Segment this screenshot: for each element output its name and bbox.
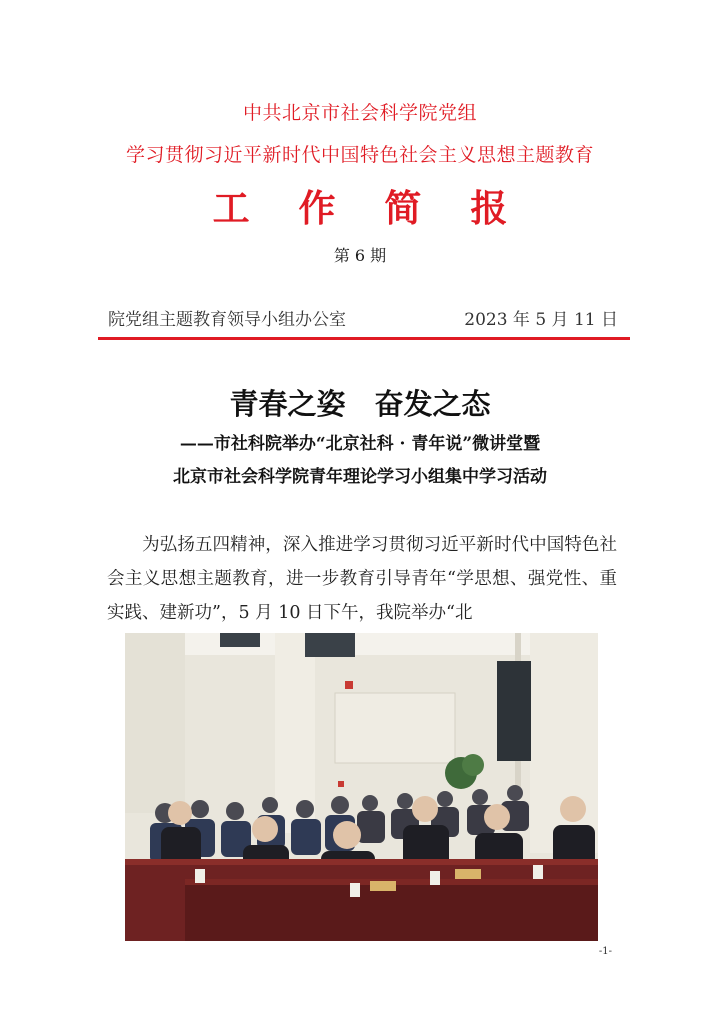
header-divider	[98, 337, 630, 340]
article-paragraph: 为弘扬五四精神，深入推进学习贯彻习近平新时代中国特色社会主义思想主题教育，进一步教育引导青年“学思想、强党性、重实践、建新功”，5 月 10 日下午，我院举办“北	[107, 535, 617, 623]
issuer: 院党组主题教育领导小组办公室	[108, 310, 346, 330]
issue-date: 2023 年 5 月 11 日	[464, 310, 618, 330]
campaign-name: 学习贯彻习近平新时代中国特色社会主义思想主题教育	[125, 144, 594, 166]
issue-number: 第 6 期	[333, 246, 387, 265]
organization-name: 中共北京市社会科学院党组	[242, 102, 477, 124]
article-subtitle-line2: 北京市社会科学院青年理论学习小组集中学习活动	[173, 467, 547, 487]
brief-title: 工 作 简 报	[212, 186, 526, 230]
article-subtitle-line1: ——市社科院举办“北京社科 · 青年说”微讲堂暨	[179, 434, 541, 454]
article-headline: 青春之姿 奋发之态	[229, 387, 491, 421]
event-photo	[125, 633, 598, 941]
page-number: -1-	[598, 946, 612, 957]
